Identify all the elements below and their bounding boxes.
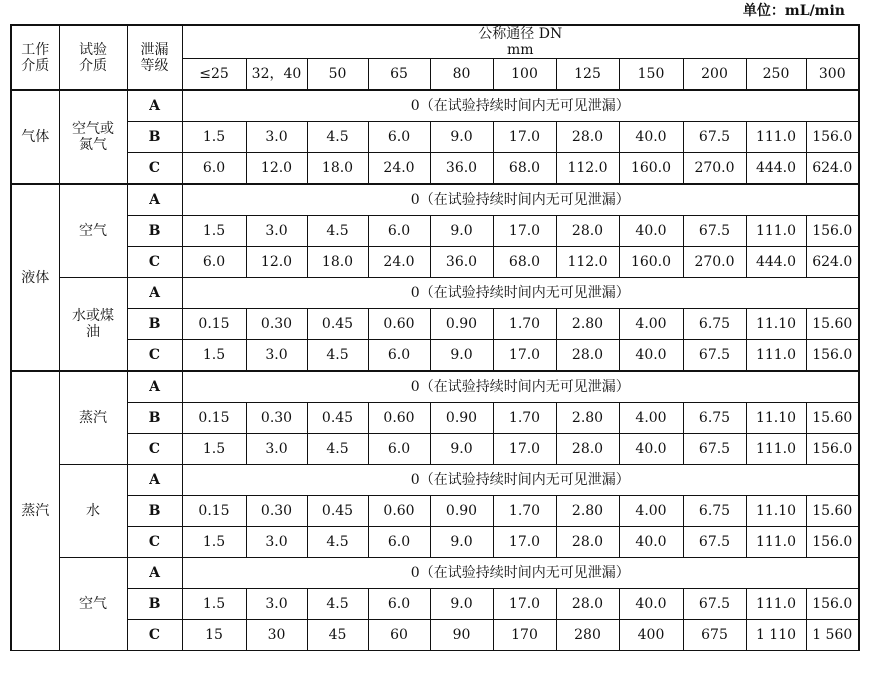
leak-grade-cell: B (127, 122, 182, 153)
leak-grade-cell: C (127, 247, 182, 278)
leak-value-cell: 4.5 (307, 122, 368, 153)
leak-value-cell: 15.60 (806, 309, 859, 340)
leak-value-cell: 6.0 (182, 247, 246, 278)
table-row (11, 371, 859, 403)
header-text: 公称通径 DN (478, 26, 563, 42)
leak-value-cell: 156.0 (806, 434, 859, 465)
leak-value-cell: 4.5 (307, 589, 368, 620)
leak-value-cell: 28.0 (556, 122, 619, 153)
header-row-1 (11, 25, 859, 59)
test-medium-cell (59, 558, 127, 651)
leak-value-cell: 160.0 (619, 153, 683, 185)
leak-value-cell: 0.60 (368, 496, 430, 527)
leak-value-cell: 111.0 (746, 527, 806, 558)
leak-value-cell: 624.0 (806, 153, 859, 185)
leak-value-cell: 4.00 (619, 403, 683, 434)
leak-grade-cell: B (127, 403, 182, 434)
leak-value-cell: 24.0 (368, 247, 430, 278)
leak-value-cell: 3.0 (246, 589, 307, 620)
leak-value-cell: 40.0 (619, 589, 683, 620)
header-size-cell: 300 (806, 59, 859, 91)
header-text: 介质 (21, 57, 50, 74)
leak-value-cell: 40.0 (619, 434, 683, 465)
test-medium-text: 氮气 (79, 137, 107, 153)
header-work-medium (11, 25, 59, 90)
leak-value-cell: 156.0 (806, 216, 859, 247)
leak-grade-cell: A (127, 465, 182, 496)
leak-value-cell: 67.5 (683, 434, 746, 465)
leak-value-cell: 36.0 (430, 247, 493, 278)
leak-value-cell: 270.0 (683, 153, 746, 185)
leak-value-cell: 17.0 (493, 122, 556, 153)
leak-value-cell: 28.0 (556, 589, 619, 620)
leak-grade-cell: A (127, 278, 182, 309)
leak-value-cell: 6.0 (368, 216, 430, 247)
leak-value-cell: 2.80 (556, 403, 619, 434)
leak-value-cell: 1.70 (493, 403, 556, 434)
leak-value-cell: 6.0 (368, 527, 430, 558)
leak-value-cell: 1 110 (746, 620, 806, 651)
no-visible-leak-cell: 0（在试验持续时间内无可见泄漏） (182, 184, 859, 216)
leak-value-cell: 111.0 (746, 340, 806, 372)
header-size-cell: 65 (368, 59, 430, 91)
leak-value-cell: 11.10 (746, 309, 806, 340)
header-size-cell: 200 (683, 59, 746, 91)
table-row (11, 527, 859, 558)
leak-grade-cell: C (127, 153, 182, 185)
header-size-cell: 250 (746, 59, 806, 91)
header-text: 工作 (21, 41, 50, 58)
leak-value-cell: 18.0 (307, 247, 368, 278)
header-size-cell: 32，40 (246, 59, 307, 91)
test-medium-cell (59, 278, 127, 372)
leak-value-cell: 270.0 (683, 247, 746, 278)
leak-value-cell: 15.60 (806, 496, 859, 527)
leak-value-cell: 9.0 (430, 340, 493, 372)
leak-value-cell: 17.0 (493, 340, 556, 372)
leak-value-cell: 4.5 (307, 527, 368, 558)
leak-value-cell: 112.0 (556, 153, 619, 185)
leak-value-cell: 67.5 (683, 527, 746, 558)
table-row (11, 278, 859, 309)
leak-value-cell: 1.5 (182, 589, 246, 620)
leak-value-cell: 111.0 (746, 589, 806, 620)
table-row (11, 620, 859, 651)
test-medium-text: 蒸汽 (79, 410, 107, 426)
leak-value-cell: 9.0 (430, 434, 493, 465)
table-row (11, 247, 859, 278)
leak-value-cell: 9.0 (430, 527, 493, 558)
header-size-cell: 125 (556, 59, 619, 91)
leak-value-cell: 400 (619, 620, 683, 651)
table-row (11, 403, 859, 434)
header-text: mm (506, 42, 534, 58)
test-medium-text: 空气 (79, 596, 107, 612)
leak-value-cell: 156.0 (806, 122, 859, 153)
leak-value-cell: 15.60 (806, 403, 859, 434)
work-medium-cell: 液体 (11, 184, 59, 371)
test-medium-cell (59, 184, 127, 278)
leak-value-cell: 3.0 (246, 340, 307, 372)
no-visible-leak-cell: 0（在试验持续时间内无可见泄漏） (182, 371, 859, 403)
header-size-cell: 100 (493, 59, 556, 91)
leak-value-cell: 1.5 (182, 434, 246, 465)
leak-value-cell: 17.0 (493, 434, 556, 465)
leak-value-cell: 4.00 (619, 496, 683, 527)
leak-value-cell: 18.0 (307, 153, 368, 185)
work-medium-cell: 气体 (11, 90, 59, 184)
leak-value-cell: 0.15 (182, 309, 246, 340)
leak-grade-cell: B (127, 216, 182, 247)
leak-value-cell: 2.80 (556, 496, 619, 527)
test-medium-text: 水或煤 (72, 308, 114, 324)
leak-value-cell: 12.0 (246, 153, 307, 185)
leak-value-cell: 15 (182, 620, 246, 651)
leak-value-cell: 40.0 (619, 527, 683, 558)
leak-value-cell: 112.0 (556, 247, 619, 278)
leak-value-cell: 0.90 (430, 403, 493, 434)
leak-value-cell: 67.5 (683, 216, 746, 247)
leak-value-cell: 6.75 (683, 496, 746, 527)
leak-value-cell: 28.0 (556, 434, 619, 465)
leak-value-cell: 11.10 (746, 496, 806, 527)
table-row (11, 216, 859, 247)
leak-grade-cell: A (127, 90, 182, 122)
leak-value-cell: 24.0 (368, 153, 430, 185)
leak-value-cell: 1 560 (806, 620, 859, 651)
table-row (11, 434, 859, 465)
leak-value-cell: 67.5 (683, 340, 746, 372)
header-text: 介质 (79, 57, 107, 74)
leak-value-cell: 36.0 (430, 153, 493, 185)
header-nominal-diameter (182, 25, 859, 59)
table-row (11, 153, 859, 185)
leak-value-cell: 3.0 (246, 122, 307, 153)
leak-value-cell: 170 (493, 620, 556, 651)
leak-value-cell: 1.5 (182, 216, 246, 247)
leak-value-cell: 2.80 (556, 309, 619, 340)
leak-grade-cell: B (127, 589, 182, 620)
leak-value-cell: 156.0 (806, 527, 859, 558)
leak-value-cell: 0.45 (307, 309, 368, 340)
table-row (11, 496, 859, 527)
table-row (11, 309, 859, 340)
leak-value-cell: 0.60 (368, 403, 430, 434)
no-visible-leak-cell: 0（在试验持续时间内无可见泄漏） (182, 465, 859, 496)
leak-value-cell: 28.0 (556, 340, 619, 372)
leak-value-cell: 68.0 (493, 247, 556, 278)
leak-value-cell: 40.0 (619, 122, 683, 153)
leak-value-cell: 111.0 (746, 216, 806, 247)
no-visible-leak-cell: 0（在试验持续时间内无可见泄漏） (182, 90, 859, 122)
leak-value-cell: 67.5 (683, 122, 746, 153)
table-row (11, 90, 859, 122)
leak-value-cell: 1.5 (182, 122, 246, 153)
leak-value-cell: 9.0 (430, 122, 493, 153)
leak-value-cell: 0.45 (307, 403, 368, 434)
leak-value-cell: 60 (368, 620, 430, 651)
leak-grade-cell: B (127, 496, 182, 527)
leak-value-cell: 111.0 (746, 122, 806, 153)
leak-value-cell: 156.0 (806, 589, 859, 620)
test-medium-text: 空气 (79, 223, 107, 239)
leak-value-cell: 6.0 (368, 122, 430, 153)
leak-grade-cell: C (127, 620, 182, 651)
leak-value-cell: 4.5 (307, 216, 368, 247)
header-leak-grade (127, 25, 182, 90)
header-text: 泄漏 (140, 41, 169, 58)
header-text: 等级 (140, 57, 169, 74)
leak-value-cell: 40.0 (619, 340, 683, 372)
leak-grade-cell: A (127, 558, 182, 589)
leak-value-cell: 6.0 (182, 153, 246, 185)
header-test-medium (59, 25, 127, 90)
leak-value-cell: 67.5 (683, 589, 746, 620)
leak-value-cell: 0.90 (430, 496, 493, 527)
leak-value-cell: 0.45 (307, 496, 368, 527)
leak-value-cell: 6.75 (683, 309, 746, 340)
leak-value-cell: 444.0 (746, 153, 806, 185)
leak-value-cell: 156.0 (806, 340, 859, 372)
header-size-cell: ≤25 (182, 59, 246, 91)
table-row (11, 589, 859, 620)
test-medium-cell (59, 465, 127, 558)
table-row (11, 558, 859, 589)
leak-value-cell: 0.30 (246, 309, 307, 340)
leak-value-cell: 111.0 (746, 434, 806, 465)
leak-grade-cell: C (127, 434, 182, 465)
leak-value-cell: 3.0 (246, 216, 307, 247)
leak-value-cell: 280 (556, 620, 619, 651)
test-medium-cell (59, 90, 127, 184)
leak-value-cell: 3.0 (246, 527, 307, 558)
leak-value-cell: 0.15 (182, 496, 246, 527)
leakage-table-body (11, 25, 859, 651)
leak-value-cell: 11.10 (746, 403, 806, 434)
leak-value-cell: 40.0 (619, 216, 683, 247)
leak-value-cell: 1.70 (493, 496, 556, 527)
leakage-table (10, 24, 860, 651)
leak-value-cell: 6.0 (368, 434, 430, 465)
header-text: 试验 (79, 41, 107, 58)
leak-value-cell: 6.0 (368, 589, 430, 620)
work-medium-cell: 蒸汽 (11, 371, 59, 651)
leak-value-cell: 17.0 (493, 216, 556, 247)
leak-value-cell: 45 (307, 620, 368, 651)
unit-label: 单位：mL/min (742, 3, 845, 19)
leak-value-cell: 0.30 (246, 496, 307, 527)
table-row (11, 465, 859, 496)
header-size-cell: 150 (619, 59, 683, 91)
leak-value-cell: 17.0 (493, 527, 556, 558)
leak-value-cell: 3.0 (246, 434, 307, 465)
leak-value-cell: 1.5 (182, 340, 246, 372)
leak-value-cell: 9.0 (430, 589, 493, 620)
leak-value-cell: 0.90 (430, 309, 493, 340)
leak-value-cell: 28.0 (556, 527, 619, 558)
leak-grade-cell: B (127, 309, 182, 340)
leak-value-cell: 0.60 (368, 309, 430, 340)
table-row (11, 340, 859, 372)
leak-grade-cell: C (127, 527, 182, 558)
test-medium-text: 水 (86, 503, 100, 519)
table-row (11, 122, 859, 153)
leak-value-cell: 12.0 (246, 247, 307, 278)
test-medium-cell (59, 371, 127, 465)
leak-value-cell: 1.5 (182, 527, 246, 558)
leak-value-cell: 30 (246, 620, 307, 651)
leak-value-cell: 0.15 (182, 403, 246, 434)
leak-value-cell: 0.30 (246, 403, 307, 434)
test-medium-text: 空气或 (72, 121, 114, 137)
no-visible-leak-cell: 0（在试验持续时间内无可见泄漏） (182, 278, 859, 309)
leak-grade-cell: A (127, 371, 182, 403)
leak-value-cell: 6.75 (683, 403, 746, 434)
leak-value-cell: 4.5 (307, 434, 368, 465)
leak-value-cell: 444.0 (746, 247, 806, 278)
test-medium-text: 油 (86, 324, 100, 340)
table-row (11, 184, 859, 216)
leak-value-cell: 9.0 (430, 216, 493, 247)
leak-value-cell: 17.0 (493, 589, 556, 620)
leak-value-cell: 1.70 (493, 309, 556, 340)
leak-grade-cell: A (127, 184, 182, 216)
leak-value-cell: 28.0 (556, 216, 619, 247)
leak-value-cell: 90 (430, 620, 493, 651)
leak-value-cell: 160.0 (619, 247, 683, 278)
leak-value-cell: 4.00 (619, 309, 683, 340)
leak-value-cell: 675 (683, 620, 746, 651)
header-size-cell: 80 (430, 59, 493, 91)
leak-value-cell: 6.0 (368, 340, 430, 372)
leak-value-cell: 624.0 (806, 247, 859, 278)
leak-value-cell: 4.5 (307, 340, 368, 372)
header-size-cell: 50 (307, 59, 368, 91)
leak-value-cell: 68.0 (493, 153, 556, 185)
no-visible-leak-cell: 0（在试验持续时间内无可见泄漏） (182, 558, 859, 589)
leak-grade-cell: C (127, 340, 182, 372)
